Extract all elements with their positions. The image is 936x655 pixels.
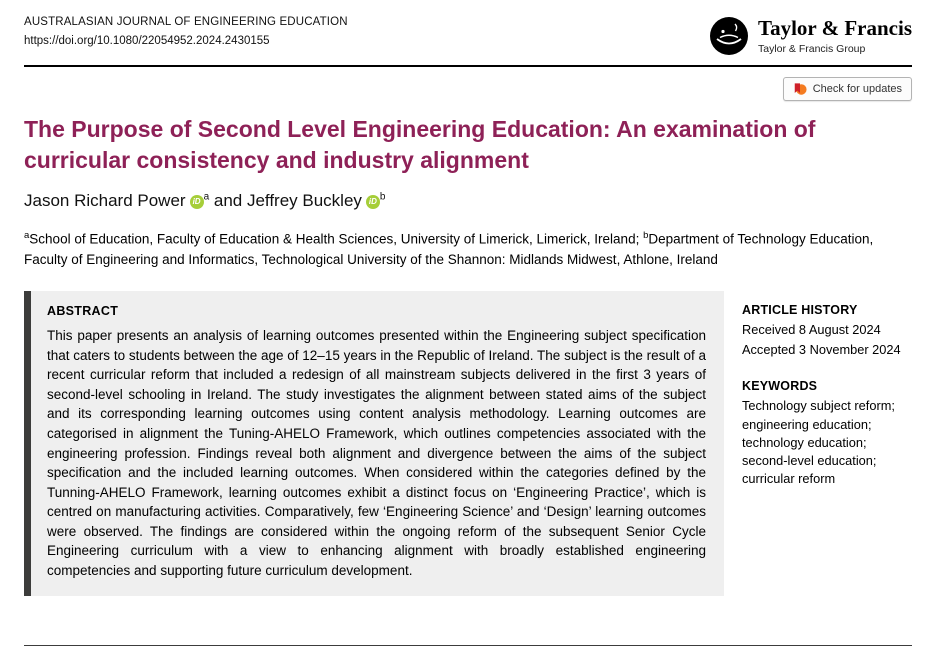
updates-row [24,77,912,101]
author-affiliation-mark-2: b [379,191,386,203]
article-title: The Purpose of Second Level Engineering Education: An examination of curricular consistency and industry alignment [24,116,816,173]
received-date: Received 8 August 2024 [742,322,881,338]
publisher-brand [709,16,912,56]
accepted-date: Accepted 3 November 2024 [742,342,901,358]
author-affiliation-mark-1: a [203,191,210,203]
abstract-text: This paper presents an analysis of learning outcomes presented within the Engineering subject specification that caters to students between the age of 12–15 years in the Republic of Ireland. The subject is the result of a recent curricular reform that included a redesign of all mainstream subjects delivered in the first 3 years of second-level schooling in Ireland. The study investigates the alignment between stated aims of the subject and its corresponding learning outcomes using content analysis methodology. Learning outcomes are categorised in alignment the Tuning-AHELO Framework, which outlines competencies associated with the engineering profession. Findings reveal both alignment and divergence between the aims of the subject specification and the included learning outcomes. When considered within the categories defined by the Tunning-AHELO Framework, learning outcomes exhibit a distinct focus on ‘Engineering Practice’, which is centred on manufacturing activities. Comparatively, few ‘Engineering Science’ and ‘Design’ learning outcomes were observed. The findings are considered within the ongoing reform of the subsequent Senior Cycle Engineering curriculum with a view to enhancing alignment with broadly established engineering competencies and supporting future curriculum development. [47,328,706,578]
taylor-francis-logo-icon [709,16,749,56]
abstract-heading: ABSTRACT [47,304,119,319]
keywords-list: Technology subject reform; engineering education; technology education; second-level education; curricular reform [742,398,895,487]
abstract-box [24,291,724,596]
check-for-updates-button[interactable] [783,77,912,101]
publisher-text [758,17,912,54]
publisher-name: Taylor & Francis [757,16,912,41]
affiliation-text-b: Department of Technology Education, Faculty of Engineering and Informatics, Technological University of the Shannon: Midlands Midwest, Athlone, Ireland [24,231,874,267]
keywords-block [742,379,912,488]
journal-name: AUSTRALASIAN JOURNAL OF ENGINEERING EDUCATION [24,16,348,28]
publisher-group: Taylor & Francis Group [757,42,866,55]
header-rule [24,65,912,67]
author-name-2: Jeffrey Buckley [246,191,362,211]
author-name-1: Jason Richard Power [24,191,186,211]
journal-info [24,16,348,49]
article-history-block [742,303,912,359]
article-meta-sidebar [742,291,912,596]
orcid-icon[interactable]: iD [190,195,204,209]
footer-rule [24,645,912,646]
keywords-heading: KEYWORDS [742,379,818,394]
content-columns [24,291,912,596]
article-history-heading: ARTICLE HISTORY [742,303,858,318]
authors-line [24,191,912,211]
affiliation-mark-a: a [24,230,30,242]
affiliations [24,229,904,270]
doi-link[interactable]: https://doi.org/10.1080/22054952.2024.2430155 [24,35,270,47]
page-header [24,16,912,56]
affiliation-text-a: School of Education, Faculty of Education & Health Sciences, University of Limerick, Limerick, Ireland; [29,231,644,247]
check-for-updates-label: Check for updates [812,83,902,95]
authors-joiner: and [209,191,247,211]
crossmark-icon [793,82,807,96]
orcid-icon[interactable]: iD [366,195,380,209]
affiliation-mark-b: b [643,230,649,242]
